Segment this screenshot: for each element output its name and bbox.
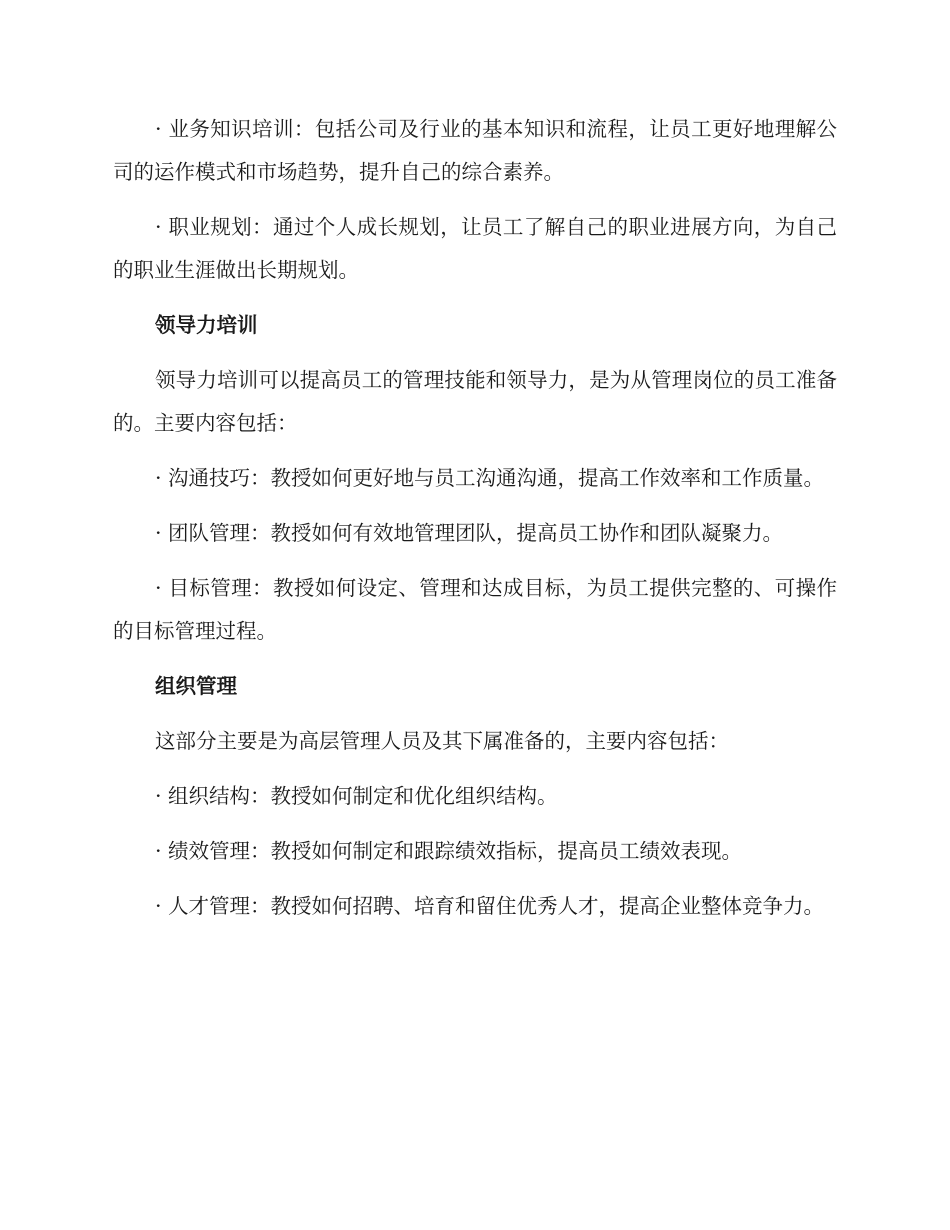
list-item-communication: · 沟通技巧：教授如何更好地与员工沟通沟通，提高工作效率和工作质量。 — [155, 466, 825, 490]
list-item-team-management: · 团队管理：教授如何有效地管理团队，提高员工协作和团队凝聚力。 — [155, 521, 784, 545]
list-item-performance: · 绩效管理：教授如何制定和跟踪绩效指标，提高员工绩效表现。 — [155, 839, 743, 863]
section-heading-organization: 组织管理 — [155, 674, 237, 698]
list-item-goal-management: · 目标管理：教授如何设定、管理和达成目标，为员工提供完整的、可操作的目标管理过程。 — [113, 576, 837, 643]
document-body — [113, 108, 837, 940]
list-item-business-knowledge: · 业务知识培训：包括公司及行业的基本知识和流程，让员工更好地理解公司的运作模式和市场趋势，提升自己的综合素养。 — [113, 117, 837, 184]
leadership-intro-paragraph: 领导力培训可以提高员工的管理技能和领导力，是为从管理岗位的员工准备的。主要内容包括： — [113, 368, 837, 435]
list-item-talent: · 人才管理：教授如何招聘、培育和留住优秀人才，提高企业整体竞争力。 — [155, 894, 825, 918]
section-heading-leadership: 领导力培训 — [155, 313, 258, 337]
organization-intro-paragraph: 这部分主要是为高层管理人员及其下属准备的，主要内容包括： — [155, 729, 729, 753]
list-item-career-planning: · 职业规划：通过个人成长规划，让员工了解自己的职业进展方向，为自己的职业生涯做出长期规划。 — [113, 215, 837, 282]
list-item-org-structure: · 组织结构：教授如何制定和优化组织结构。 — [155, 784, 558, 808]
